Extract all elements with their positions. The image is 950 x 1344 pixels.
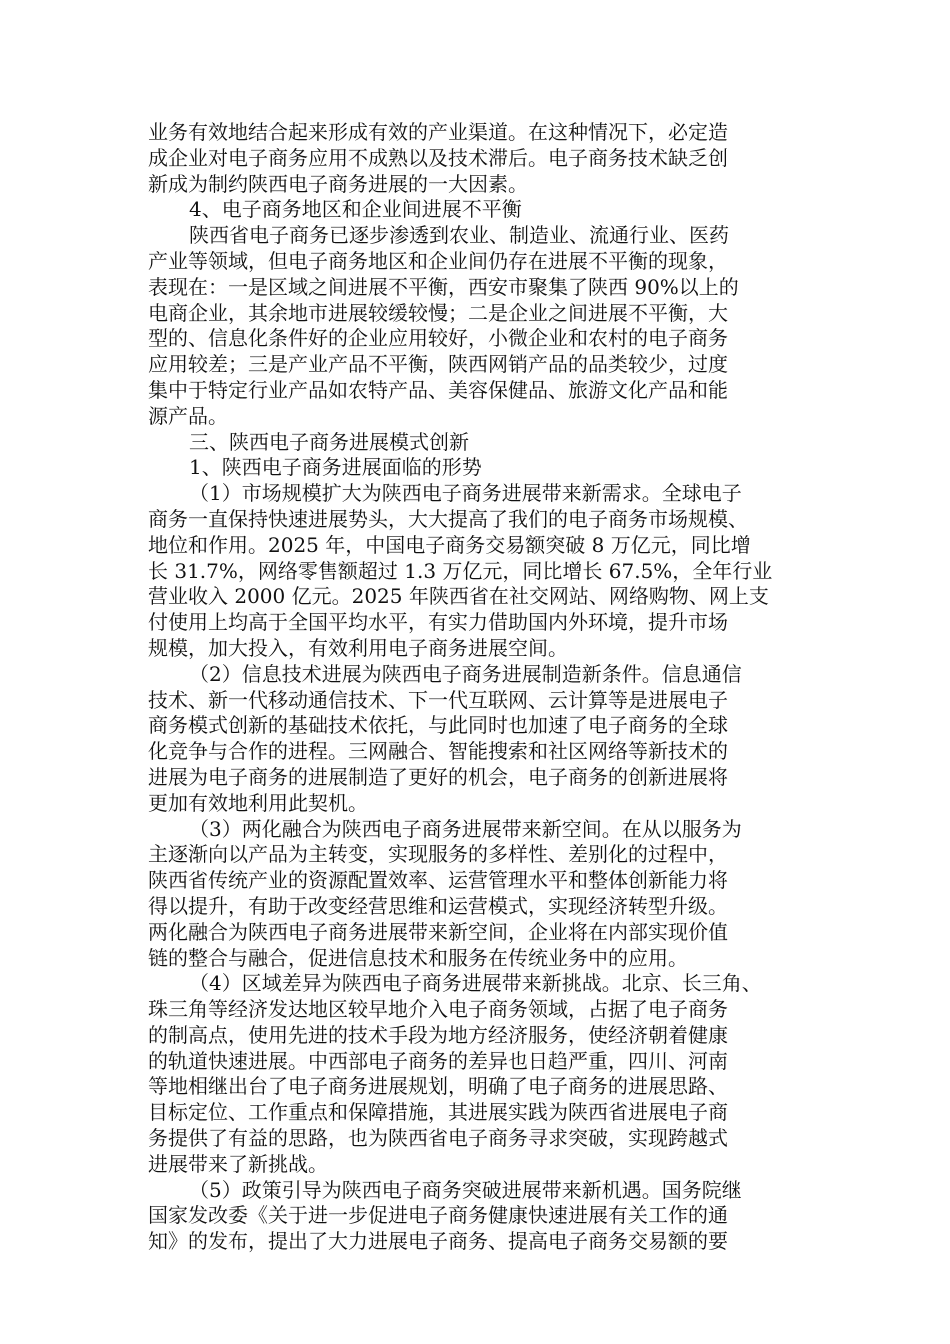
text-line: 珠三角等经济发达地区较早地介入电子商务领域，占据了电子商务 xyxy=(148,997,728,1022)
text-line: 的轨道快速进展。中西部电子商务的差异也日趋严重，四川、河南 xyxy=(148,1048,728,1073)
text-line: 地位和作用。2025 年，中国电子商务交易额突破 8 万亿元，同比增 xyxy=(148,532,751,557)
text-line: 应用较差；三是产业产品不平衡，陕西网销产品的品类较少，过度 xyxy=(148,352,728,377)
section-heading: 4、电子商务地区和企业间进展不平衡 xyxy=(189,197,522,222)
text-line: 主逐渐向以产品为主转变，实现服务的多样性、差别化的过程中， xyxy=(148,842,728,867)
text-line: 等地相继出台了电子商务进展规划，明确了电子商务的进展思路、 xyxy=(148,1074,728,1099)
text-line: 营业收入 2000 亿元。2025 年陕西省在社交网站、网络购物、网上支 xyxy=(148,584,769,609)
text-line: 的制高点，使用先进的技术手段为地方经济服务，使经济朝着健康 xyxy=(148,1022,728,1047)
text-line: 集中于特定行业产品如农特产品、美容保健品、旅游文化产品和能 xyxy=(148,377,728,402)
text-line: 规模，加大投入，有效利用电子商务进展空间。 xyxy=(148,635,568,660)
text-line: 源产品。 xyxy=(148,403,228,428)
section-heading: 三、陕西电子商务进展模式创新 xyxy=(189,429,469,454)
text-line: 新成为制约陕西电子商务进展的一大因素。 xyxy=(148,171,528,196)
text-line: （5）政策引导为陕西电子商务突破进展带来新机遇。国务院继 xyxy=(189,1177,742,1202)
text-line: 化竞争与合作的进程。三网融合、智能搜索和社区网络等新技术的 xyxy=(148,739,728,764)
text-line: 陕西省传统产业的资源配置效率、运营管理水平和整体创新能力将 xyxy=(148,868,728,893)
text-line: （4）区域差异为陕西电子商务进展带来新挑战。北京、长三角、 xyxy=(189,971,762,996)
text-line: 知》的发布，提出了大力进展电子商务、提高电子商务交易额的要 xyxy=(148,1229,728,1254)
text-line: （1）市场规模扩大为陕西电子商务进展带来新需求。全球电子 xyxy=(189,481,742,506)
text-line: 型的、信息化条件好的企业应用较好，小微企业和农村的电子商务 xyxy=(148,326,728,351)
text-line: 付使用上均高于全国平均水平，有实力借助国内外环境，提升市场 xyxy=(148,610,728,635)
text-line: 技术、新一代移动通信技术、下一代互联网、云计算等是进展电子 xyxy=(148,687,728,712)
text-line: 进展为电子商务的进展制造了更好的机会，电子商务的创新进展将 xyxy=(148,764,728,789)
text-line: 陕西省电子商务已逐步渗透到农业、制造业、流通行业、医药 xyxy=(189,223,729,248)
text-line: 两化融合为陕西电子商务进展带来新空间，企业将在内部实现价值 xyxy=(148,919,728,944)
text-line: （2）信息技术进展为陕西电子商务进展制造新条件。信息通信 xyxy=(189,661,742,686)
text-line: 商务一直保持快速进展势头，大大提高了我们的电子商务市场规模、 xyxy=(148,506,748,531)
section-heading: 1、陕西电子商务进展面临的形势 xyxy=(189,455,482,480)
text-line: 目标定位、工作重点和保障措施，其进展实践为陕西省进展电子商 xyxy=(148,1100,728,1125)
text-line: 表现在：一是区域之间进展不平衡，西安市聚集了陕西 90%以上的 xyxy=(148,274,739,299)
text-line: 进展带来了新挑战。 xyxy=(148,1151,328,1176)
text-line: 电商企业，其余地市进展较缓较慢；二是企业之间进展不平衡，大 xyxy=(148,300,728,325)
text-line: 链的整合与融合，促进信息技术和服务在传统业务中的应用。 xyxy=(148,945,688,970)
text-line: 得以提升，有助于改变经营思维和运营模式，实现经济转型升级。 xyxy=(148,893,728,918)
text-line: 国家发改委《关于进一步促进电子商务健康快速进展有关工作的通 xyxy=(148,1203,728,1228)
text-line: 产业等领域，但电子商务地区和企业间仍存在进展不平衡的现象， xyxy=(148,248,728,273)
text-line: 务提供了有益的思路，也为陕西省电子商务寻求突破，实现跨越式 xyxy=(148,1126,728,1151)
body-text xyxy=(148,120,808,1255)
text-line: 更加有效地利用此契机。 xyxy=(148,790,368,815)
text-line: 长 31.7%，网络零售额超过 1.3 万亿元，同比增长 67.5%，全年行业 xyxy=(148,558,773,583)
text-line: （3）两化融合为陕西电子商务进展带来新空间。在从以服务为 xyxy=(189,816,742,841)
text-line: 商务模式创新的基础技术依托，与此同时也加速了电子商务的全球 xyxy=(148,713,728,738)
text-line: 成企业对电子商务应用不成熟以及技术滞后。电子商务技术缺乏创 xyxy=(148,145,728,170)
text-line: 业务有效地结合起来形成有效的产业渠道。在这种情况下，必定造 xyxy=(148,120,728,144)
